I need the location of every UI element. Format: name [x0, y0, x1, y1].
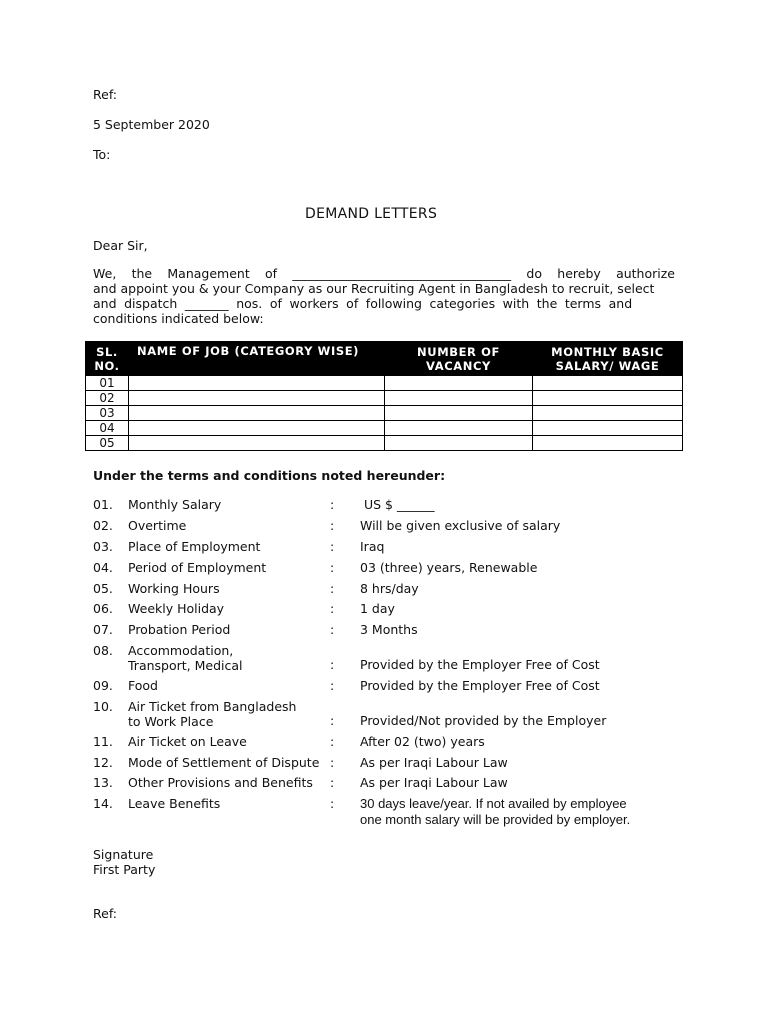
job-name-cell[interactable]	[129, 421, 385, 436]
term-number: 07.	[93, 622, 113, 637]
sl-no: 04	[86, 421, 129, 436]
term-colon: :	[330, 601, 335, 616]
to-line: To:	[93, 147, 111, 162]
term-colon: :	[330, 581, 335, 596]
term-value: Iraq	[360, 539, 385, 554]
term-colon: :	[330, 518, 335, 533]
vacancy-cell[interactable]	[385, 376, 533, 391]
table-row	[86, 421, 683, 436]
term-number: 10.	[93, 699, 113, 714]
terms-heading: Under the terms and conditions noted hereunder:	[93, 468, 446, 483]
term-value: Will be given exclusive of salary	[360, 518, 561, 533]
term-value: 8 hrs/day	[360, 581, 419, 596]
job-name-cell[interactable]	[129, 376, 385, 391]
term-value: Provided by the Employer Free of Cost	[360, 678, 600, 693]
term-number: 02.	[93, 518, 113, 533]
term-label: Other Provisions and Benefits	[128, 775, 313, 790]
term-colon: :	[330, 713, 335, 728]
term-number: 05.	[93, 581, 113, 596]
term-value: Provided/Not provided by the Employer	[360, 713, 607, 728]
term-label: Air Ticket on Leave	[128, 734, 247, 749]
term-value: 1 day	[360, 601, 395, 616]
body-line: We, the Management of ___________________________________ do hereby authorize	[93, 266, 675, 281]
term-label: Air Ticket from Bangladesh to Work Place	[128, 699, 297, 729]
term-colon: :	[330, 678, 335, 693]
first-party-label: First Party	[93, 862, 156, 877]
table-row	[86, 406, 683, 421]
salary-cell[interactable]	[533, 436, 683, 451]
col-header-vacancy: NUMBER OF VACANCY	[385, 342, 533, 376]
salary-cell[interactable]	[533, 376, 683, 391]
term-colon: :	[330, 775, 335, 790]
term-colon: :	[330, 796, 335, 811]
term-number: 06.	[93, 601, 113, 616]
term-number: 13.	[93, 775, 113, 790]
signature-label: Signature	[93, 847, 154, 862]
term-number: 14.	[93, 796, 113, 811]
col-header-job-name: NAME OF JOB (CATEGORY WISE)	[129, 342, 385, 376]
table-row	[86, 391, 683, 406]
salutation: Dear Sir,	[93, 238, 148, 253]
body-line: and dispatch _______ nos. of workers of following categories with the terms and	[93, 296, 633, 311]
term-colon: :	[330, 755, 335, 770]
sl-no: 03	[86, 406, 129, 421]
job-name-cell[interactable]	[129, 406, 385, 421]
sl-no: 05	[86, 436, 129, 451]
term-number: 09.	[93, 678, 113, 693]
term-value: 03 (three) years, Renewable	[360, 560, 538, 575]
term-value: US $ ______	[360, 497, 435, 512]
term-colon: :	[330, 560, 335, 575]
term-number: 03.	[93, 539, 113, 554]
sl-no: 01	[86, 376, 129, 391]
table-row	[86, 376, 683, 391]
term-number: 11.	[93, 734, 113, 749]
term-value: As per Iraqi Labour Law	[360, 775, 508, 790]
salary-cell[interactable]	[533, 391, 683, 406]
term-number: 08.	[93, 643, 113, 658]
term-colon: :	[330, 539, 335, 554]
col-header-salary: MONTHLY BASIC SALARY/ WAGE	[533, 342, 683, 376]
term-label: Accommodation, Transport, Medical	[128, 643, 243, 673]
ref-top: Ref:	[93, 87, 117, 102]
term-label: Probation Period	[128, 622, 231, 637]
vacancy-cell[interactable]	[385, 406, 533, 421]
job-name-cell[interactable]	[129, 391, 385, 406]
term-label: Period of Employment	[128, 560, 267, 575]
body-paragraph	[93, 266, 675, 326]
term-label: Place of Employment	[128, 539, 261, 554]
term-number: 12.	[93, 755, 113, 770]
term-label: Leave Benefits	[128, 796, 221, 811]
term-value: 3 Months	[360, 622, 418, 637]
vacancy-cell[interactable]	[385, 391, 533, 406]
term-number: 01.	[93, 497, 113, 512]
body-line: conditions indicated below:	[93, 311, 264, 326]
page-title: DEMAND LETTERS	[305, 206, 438, 222]
term-label: Working Hours	[128, 581, 220, 596]
job-name-cell[interactable]	[129, 436, 385, 451]
term-label: Mode of Settlement of Dispute	[128, 755, 320, 770]
term-value: Provided by the Employer Free of Cost	[360, 657, 600, 672]
term-label: Food	[128, 678, 158, 693]
jobs-table	[85, 341, 683, 451]
salary-cell[interactable]	[533, 421, 683, 436]
term-colon: :	[330, 497, 335, 512]
term-colon: :	[330, 734, 335, 749]
term-value: 30 days leave/year. If not availed by employee one month salary will be provided by employer.	[360, 796, 631, 827]
term-label: Monthly Salary	[128, 497, 222, 512]
vacancy-cell[interactable]	[385, 436, 533, 451]
table-row	[86, 436, 683, 451]
ref-bottom: Ref:	[93, 906, 117, 921]
term-value: After 02 (two) years	[360, 734, 485, 749]
term-value: As per Iraqi Labour Law	[360, 755, 508, 770]
term-colon: :	[330, 622, 335, 637]
col-header-sl: SL. NO.	[86, 342, 129, 376]
term-number: 04.	[93, 560, 113, 575]
term-label: Overtime	[128, 518, 187, 533]
term-label: Weekly Holiday	[128, 601, 225, 616]
vacancy-cell[interactable]	[385, 421, 533, 436]
body-line: and appoint you & your Company as our Recruiting Agent in Bangladesh to recruit, select	[93, 281, 655, 296]
term-colon: :	[330, 657, 335, 672]
letter-date: 5 September 2020	[93, 117, 210, 132]
sl-no: 02	[86, 391, 129, 406]
salary-cell[interactable]	[533, 406, 683, 421]
